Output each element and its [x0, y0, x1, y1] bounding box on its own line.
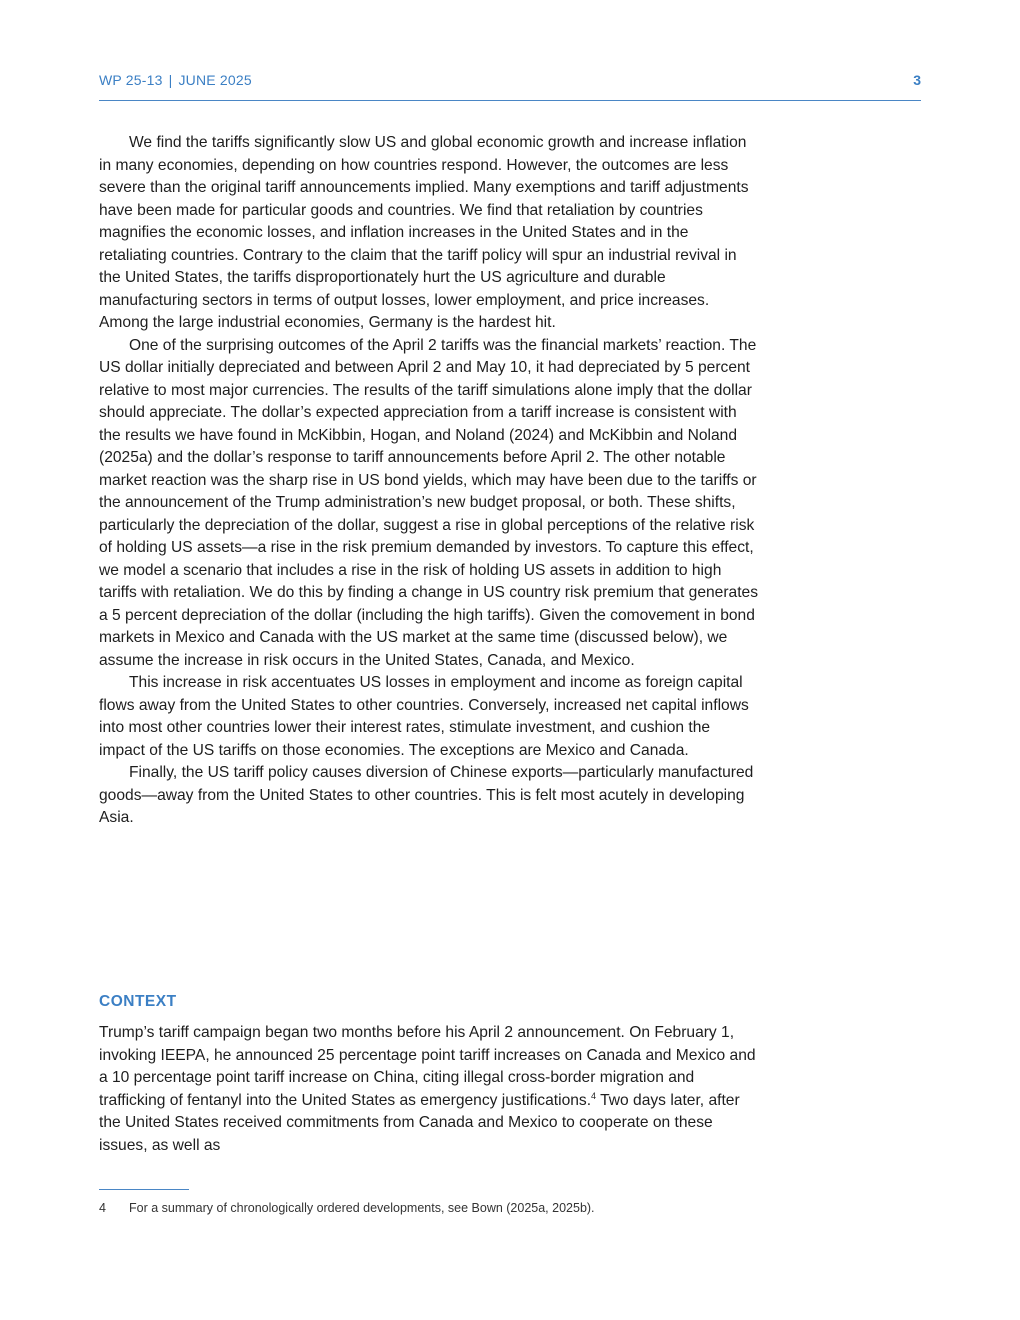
paragraph-3: This increase in risk accentuates US losses in employment and income as foreign capital flows away from the United States to other countries. Conversely, increased net capital inflows into most other countries lower their interest rates, stimulate investment, and cushion the impact of the US tariffs on those economies. The exceptions are Mexico and Canada. — [99, 674, 749, 759]
context-text-before-note: Trump’s tariff campaign began two months before his April 2 announcement. On February 1, invoking IEEPA, he announced 25 percentage point tariff increases on Canada and Mexico and a 10 percentage point tariff increase on China, citing illegal cross-border migration and trafficking of fentanyl into the United States as emergency justifications. — [99, 1024, 756, 1109]
header-series-date — [99, 72, 252, 88]
footnote-reference-4[interactable]: 4 — [591, 1090, 597, 1101]
paragraph-4: Finally, the US tariff policy causes diversion of Chinese exports—particularly manufactured goods—away from the United States to other countries. This is felt most acutely in developing Asia. — [99, 764, 754, 826]
footnote-divider — [99, 1189, 189, 1190]
context-text-after-note: Two days later, after the United States received commitments from Canada and Mexico to cooperate on these issues, as well as — [99, 1091, 740, 1154]
main-body-text — [99, 132, 759, 830]
running-header — [99, 70, 921, 101]
footnote-4 — [99, 1200, 595, 1216]
context-body-text — [99, 1022, 759, 1157]
footnote-text: For a summary of chronologically ordered developments, see Bown (2025a, 2025b). — [129, 1201, 595, 1215]
header-series: WP 25-13 — [99, 72, 163, 88]
header-separator: | — [168, 72, 173, 88]
context-paragraph — [99, 1022, 759, 1157]
header-date: JUNE 2025 — [178, 72, 252, 88]
section-heading-context: CONTEXT — [99, 993, 177, 1010]
footnote-number: 4 — [99, 1201, 106, 1215]
page-number: 3 — [913, 72, 921, 88]
paragraph-1: We find the tariffs significantly slow US and global economic growth and increase inflation in many economies, depending on how countries respond. However, the outcomes are less severe than the original tariff announcements implied. Many exemptions and tariff adjustments have been made for particular goods and countries. We find that retaliation by countries magnifies the economic losses, and inflation increases in the United States and in the retaliating countries. Contrary to the claim that the tariff policy will spur an industrial revival in the United States, the tariffs disproportionately hurt the US agriculture and durable manufacturing sectors in terms of output losses, lower employment, and price increases. Among the large industrial economies, Germany is the hardest hit. — [99, 134, 749, 331]
paragraph-2: One of the surprising outcomes of the April 2 tariffs was the financial markets’ reaction. The US dollar initially depreciated and between April 2 and May 10, it had depreciated by 5 percent relative to most major currencies. The results of the tariff simulations alone imply that the dollar should appreciate. The dollar’s expected appreciation from a tariff increase is consistent with the results we have found in McKibbin, Hogan, and Noland (2024) and McKibbin and Noland (2025a) and the dollar’s response to tariff announcements before April 2. The other notable market reaction was the sharp rise in US bond yields, which may have been due to the tariffs or the announcement of the Trump administration’s new budget proposal, or both. These shifts, particularly the depreciation of the dollar, suggest a rise in global perceptions of the relative risk of holding US assets—a rise in the risk premium demanded by investors. To capture this effect, we model a scenario that includes a rise in the risk of holding US assets in addition to high tariffs with retaliation. We do this by finding a change in US country risk premium that generates a 5 percent depreciation of the dollar (including the high tariffs). Given the comovement in bond markets in Mexico and Canada with the US market at the same time (discussed below), we assume the increase in risk occurs in the United States, Canada, and Mexico. — [99, 336, 759, 669]
